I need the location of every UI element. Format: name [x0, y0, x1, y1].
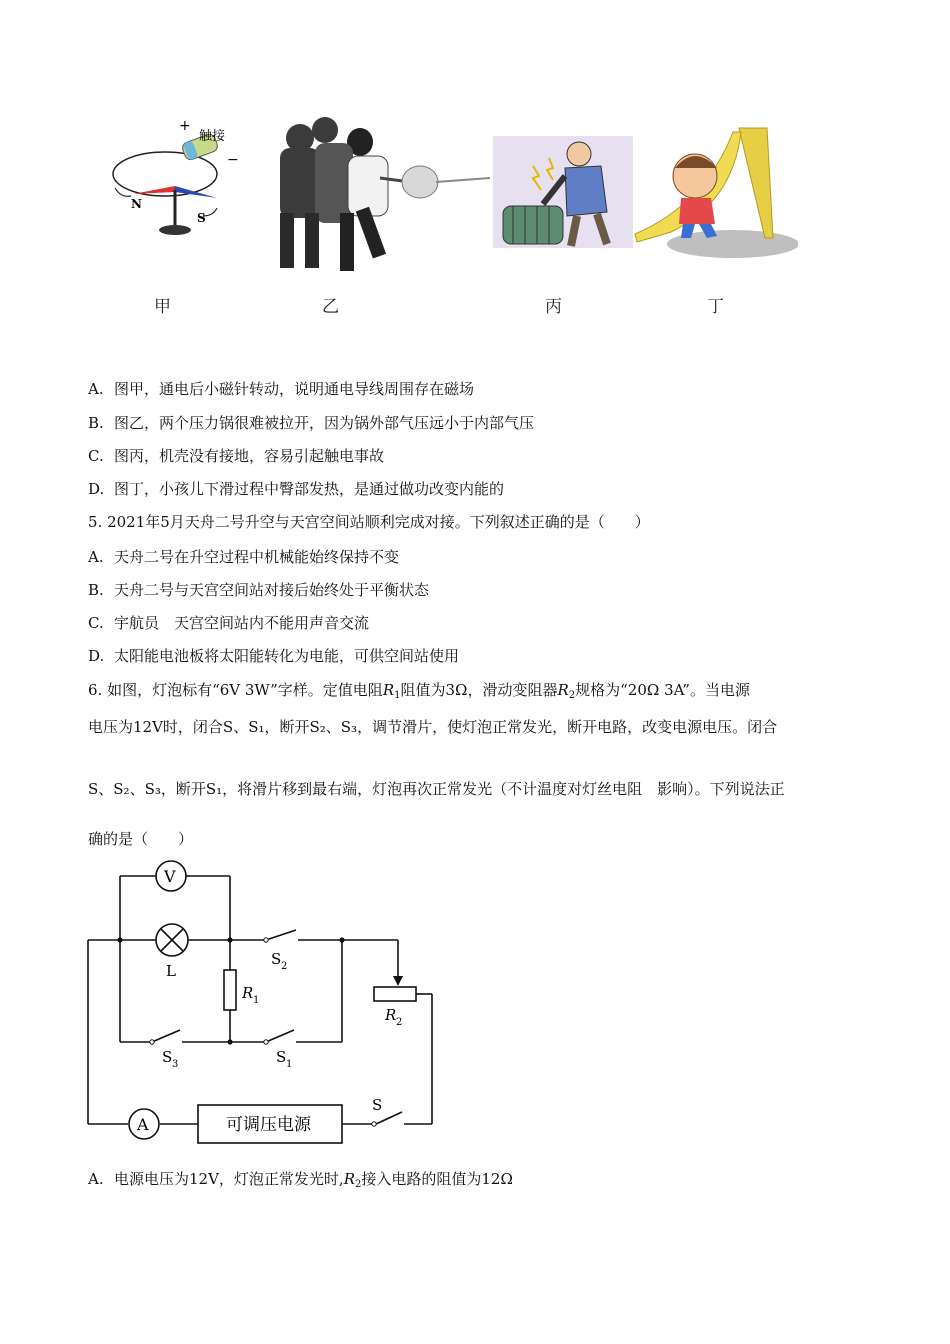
- option-text: 电源电压为12V，灯泡正常发光时,: [114, 1170, 344, 1188]
- s2-label: S: [271, 950, 282, 968]
- lamp-icon: [156, 924, 188, 956]
- q6-stem-line4: 确的是（ ）: [88, 830, 194, 848]
- figure-row: [95, 108, 815, 318]
- option-letter: A.: [88, 548, 104, 566]
- option-text: 天舟二号与天宫空间站对接后始终处于平衡状态: [114, 581, 430, 599]
- q6-stem-line1: [88, 680, 750, 706]
- option-text: 太阳能电池板将太阳能转化为电能，可供空间站使用: [114, 647, 460, 665]
- figure-yi-pressure-cooker-pull: [260, 108, 490, 278]
- voltmeter-label: V: [164, 867, 176, 886]
- r2-subscript: 2: [355, 1179, 362, 1190]
- power-source-label: 可调压电源: [226, 1115, 311, 1135]
- q5-option-c: [88, 613, 369, 633]
- option-letter: D.: [88, 480, 105, 498]
- option-text: 图甲，通电后小磁针转动，说明通电导线周围存在磁场: [114, 380, 475, 398]
- r2-symbol: R: [557, 681, 569, 699]
- q6-text: 6. 如图，灯泡标有“6V 3W”字样。定值电阻: [88, 681, 383, 699]
- option-text: 图乙，两个压力锅很难被拉开，因为锅外部气压远小于内部气压: [114, 414, 535, 432]
- figure-jia-wire-compass: [105, 116, 245, 246]
- s1-label-sub: 1: [286, 1059, 293, 1070]
- q5-option-d: [88, 646, 459, 666]
- ammeter-label: A: [137, 1115, 149, 1134]
- figure-label-yi: 乙: [322, 297, 339, 317]
- option-letter: B.: [88, 414, 104, 432]
- r1-resistor-icon: [224, 970, 236, 1010]
- s2-label-sub: 2: [281, 961, 288, 972]
- s3-label-sub: 3: [172, 1059, 179, 1070]
- q6-stem-line2: 电压为12V时，闭合S、S₁，断开S₂、S₃，调节滑片，使灯泡正常发光，断开电路，改变电源电压。闭合: [88, 718, 778, 736]
- option-letter: A.: [88, 1170, 104, 1188]
- option-letter: B.: [88, 581, 104, 599]
- q6-stem-line3: S、S₂、S₃，断开S₁，将滑片移到最右端，灯泡再次正常发光（不计温度对灯丝电阻 影响）。下列说法正: [88, 780, 785, 798]
- q5-option-b: [88, 580, 429, 600]
- figure-ding-slide: [633, 126, 798, 261]
- option-text: 宇航员 天宫空间站内不能用声音交流: [114, 614, 370, 632]
- q6-option-a: [88, 1169, 513, 1195]
- north-label: N: [131, 197, 142, 211]
- q4-option-b: [88, 413, 534, 433]
- figure-bing-motor-shock: [493, 136, 633, 248]
- minus-sign: −: [227, 152, 239, 168]
- lamp-label: L: [166, 962, 176, 980]
- r1-label: R: [242, 984, 254, 1002]
- option-text: 图丁，小孩儿下滑过程中臀部发热，是通过做功改变内能的: [114, 480, 505, 498]
- r2-symbol: R: [343, 1170, 355, 1188]
- s1-label: S: [276, 1048, 287, 1066]
- figure-label-bing: 丙: [545, 297, 562, 317]
- q4-option-d: [88, 479, 504, 499]
- option-text: 图丙，机壳没有接地，容易引起触电事故: [114, 447, 385, 465]
- contact-label: 触接: [199, 129, 226, 144]
- q6-text: 规格为“20Ω 3A”。当电源: [575, 681, 750, 699]
- option-letter: C.: [88, 447, 104, 465]
- q4-option-c: [88, 446, 384, 466]
- rheostat-slider-icon: [393, 976, 403, 986]
- r2-rheostat-icon: [374, 987, 416, 1001]
- option-letter: A.: [88, 380, 104, 398]
- figure-label-ding: 丁: [707, 297, 724, 317]
- s-label: S: [372, 1096, 383, 1114]
- south-label: S: [197, 211, 206, 225]
- r2-subscript: 2: [568, 690, 576, 701]
- q6-text: 阻值为3Ω，滑动变阻器: [400, 681, 558, 699]
- s3-label: S: [162, 1048, 173, 1066]
- r1-subscript: 1: [394, 690, 401, 701]
- option-text: 接入电路的阻值为12Ω: [361, 1170, 513, 1188]
- q5-option-a: [88, 547, 399, 567]
- r2-label: R: [385, 1006, 397, 1024]
- option-letter: D.: [88, 647, 105, 665]
- r1-symbol: R: [382, 681, 395, 699]
- option-letter: C.: [88, 614, 104, 632]
- r1-label-sub: 1: [253, 995, 260, 1006]
- q4-option-a: [88, 379, 474, 399]
- figure-label-jia: 甲: [154, 297, 171, 317]
- circuit-diagram: [80, 858, 440, 1158]
- r2-label-sub: 2: [396, 1017, 403, 1028]
- option-text: 天舟二号在升空过程中机械能始终保持不变: [114, 548, 400, 566]
- q5-stem: 5. 2021年5月天舟二号升空与天宫空间站顺利完成对接。下列叙述正确的是（ ）: [88, 513, 650, 531]
- plus-sign: +: [179, 118, 191, 134]
